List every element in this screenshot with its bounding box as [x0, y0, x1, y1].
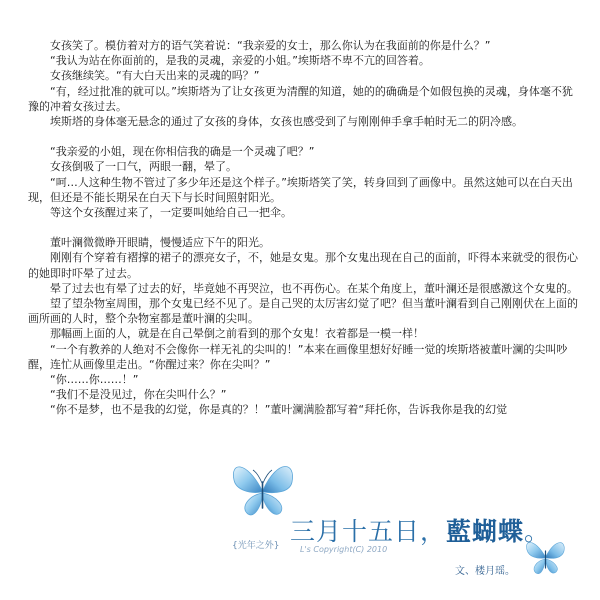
signature-author: 文、楼月瑶。	[455, 566, 515, 577]
butterfly-large-icon	[226, 452, 298, 524]
signature-studio: {光年之外}	[232, 541, 280, 551]
signature-date: 三月十五日，	[290, 517, 447, 546]
paragraph: “有，经过批准的就可以。”埃斯塔为了让女孩更为清醒的知道，她的的确确是个如假包换的灵魂，身体毫不犹豫的冲着女孩过去。	[28, 84, 573, 113]
paragraph: 女孩笑了。模仿着对方的语气笑着说：“我亲爱的女士，那么你认为在我面前的你是什么？”	[50, 39, 491, 52]
signature-copyright: L's Copyright(C) 2010	[300, 545, 388, 554]
paragraph-gap	[28, 129, 580, 144]
story-text	[28, 38, 580, 418]
paragraph: 女孩倒吸了一口气，两眼一翻，晕了。	[50, 160, 237, 174]
paragraph: 等这个女孩醒过来了，一定要叫她给自己一把伞。	[50, 206, 292, 220]
paragraph: 那幅画上面的人，就是在自己晕倒之前看到的那个女鬼！衣着都是一模一样！	[50, 327, 424, 341]
paragraph: 董叶澜微微睁开眼睛，慢慢适应下午的阳光。	[50, 236, 270, 250]
paragraph: 女孩继续笑。“有大白天出来的灵魂的吗？”	[50, 69, 260, 83]
paragraph-gap	[28, 220, 580, 235]
signature-name: 藍蝴蝶	[446, 517, 525, 546]
paragraph: “一个有教养的人绝对不会像你一样无礼的尖叫的！”本来在画像里想好好睡一觉的埃斯塔被董叶澜的尖叫吵醒，连忙从画像里走出。“你醒过来？你在尖叫？”	[28, 342, 568, 371]
signature-title-end: 。	[524, 517, 551, 546]
paragraph: “我认为站在你面前的，是我的灵魂，亲爱的小姐。”埃斯塔不卑不亢的回答着。	[50, 54, 430, 68]
paragraph: 晕了过去也有晕了过去的好，毕竟她不再哭泣，也不再伤心。在某个角度上，董叶澜还是很感激这个女鬼的。	[50, 281, 578, 295]
paragraph: “我们不是没见过，你在尖叫什么？”	[50, 388, 227, 402]
paragraph: 刚刚有个穿着有褶撑的裙子的漂亮女子，不，她是女鬼。那个女鬼出现在自己的面前，吓得本来就受的很伤心的她即时吓晕了过去。	[28, 251, 578, 280]
paragraph: “你不是梦，也不是我的幻觉，你是真的？！”董叶澜满脸都写着“拜托你，告诉我你是我的幻觉	[50, 403, 508, 417]
paragraph: “呵…人这种生物不管过了多少年还是这个样子。”埃斯塔笑了笑，转身回到了画像中。虽然这她可以在白天出现，但还是不能长期呆在白天下与长时间照射阳光。	[28, 175, 573, 204]
paragraph: “我亲爱的小姐，现在你相信我的确是一个灵魂了吧？”	[50, 145, 315, 159]
signature-title	[290, 512, 550, 548]
paragraph: 埃斯塔的身体毫无悬念的通过了女孩的身体，女孩也感受到了与刚刚伸手拿手帕时无二的阴冷感。	[50, 115, 523, 129]
paragraph: “你……你……！”	[50, 373, 139, 387]
paragraph: 望了望杂物室周围，那个女鬼已经不见了。是自己哭的太厉害幻觉了吧？但当董叶澜看到自己刚刚伏在上面的画所画的人时，整个杂物室都是董叶澜的尖叫。	[28, 297, 578, 326]
